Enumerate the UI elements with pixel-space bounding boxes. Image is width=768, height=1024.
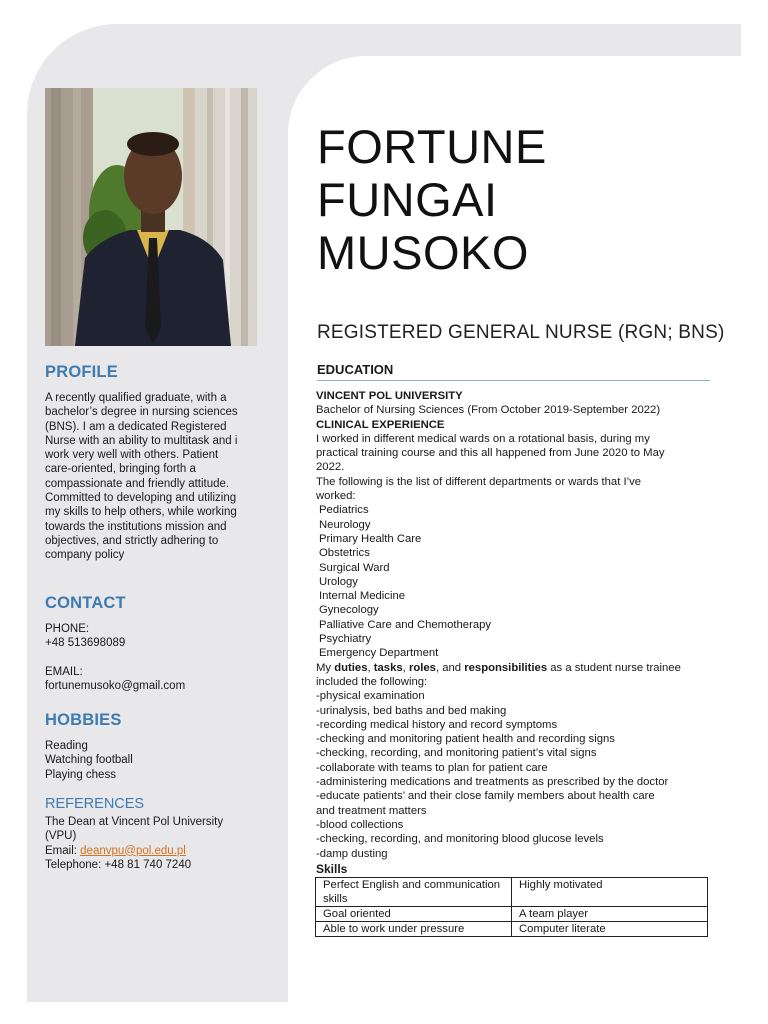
skill-cell: A team player [512,907,708,922]
clinical-line: 2022. [316,461,345,474]
skills-table [315,877,708,937]
reference-email-link[interactable]: deanvpu@pol.edu.pl [80,844,186,857]
duty-item: -recording medical history and record symptoms [316,718,558,731]
profile-line: (BNS). I am a dedicated Registered [45,420,227,433]
duty-item: -checking, recording, and monitoring blood glucose levels [316,833,604,846]
duty-item: -physical examination [316,690,425,703]
duties-bold: roles [408,661,436,674]
school-name: VINCENT POL UNIVERSITY [316,390,463,402]
duties-text: My [316,661,335,674]
profile-line: A recently qualified graduate, with a [45,392,227,404]
department-item: Obstetrics [319,547,370,560]
email-label: EMAIL: [45,665,83,678]
profile-line: Committed to developing and utilizing [45,492,237,505]
name-line: FORTUNE [317,120,547,173]
duty-item: -administering medications and treatments as prescribed by the doctor [316,776,669,789]
profile-heading: PROFILE [45,363,118,381]
reference-line: The Dean at Vincent Pol University [45,816,224,828]
profile-line: compassionate and friendly attitude. [45,477,230,490]
skill-cell: Goal oriented [316,907,512,922]
full-name [317,120,547,279]
duty-item: -urinalysis, bed baths and bed making [316,704,507,717]
education-body [316,389,716,861]
reference-telephone: Telephone: +48 81 740 7240 [45,858,192,871]
duties-bold: duties [334,661,368,674]
department-item: Neurology [319,518,371,531]
table-row [316,922,708,937]
duty-item: -damp dusting [316,847,388,860]
contact-details [45,622,267,693]
duties-bold: responsibilities [464,661,548,674]
references-details [45,815,267,872]
duties-text: , and [435,661,465,674]
clinical-line: practical training course and this all happened from June 2020 to May [316,447,665,460]
department-item: Emergency Department [319,647,439,660]
duty-item: -educate patients’ and their close family members about health care [316,790,655,803]
duty-item: -checking, recording, and monitoring patient’s vital signs [316,747,597,760]
department-item: Internal Medicine [319,590,406,603]
clinical-line: The following is the list of different departments or wards that I’ve [316,475,642,488]
hobby-item: Playing chess [45,768,116,781]
duties-text: , [402,661,409,674]
name-line: FUNGAI [317,173,498,226]
clinical-heading: CLINICAL EXPERIENCE [316,418,445,431]
duty-item: -collaborate with teams to plan for patient care [316,761,548,774]
reference-email-label: Email: [45,844,81,857]
references-heading: REFERENCES [45,796,145,812]
profile-summary [45,391,267,563]
department-item: Gynecology [319,604,379,617]
duty-item: -checking and monitoring patient health and recording signs [316,733,615,746]
department-item: Primary Health Care [319,532,422,545]
department-item: Urology [319,575,358,588]
table-row [316,907,708,922]
profile-line: work very well with others. Patient [45,449,219,462]
section-divider [317,380,710,381]
department-item: Palliative Care and Chemotherapy [319,618,492,631]
email-address: fortunemusoko@gmail.com [45,679,186,692]
profile-line: objectives, and strictly adhering to [45,534,219,547]
skills-heading: Skills [316,862,348,876]
profile-line: my skills to help others, while working [45,506,237,519]
degree: Bachelor of Nursing Sciences (From October 2019-September 2022) [316,404,661,417]
duties-text: , [367,661,374,674]
education-heading: EDUCATION [317,362,394,377]
duty-item: -blood collections [316,818,404,831]
job-title: REGISTERED GENERAL NURSE (RGN; BNS) [317,322,725,343]
hobby-item: Watching football [45,754,133,767]
profile-line: care-oriented, bringing forth a [45,463,196,476]
reference-line: (VPU) [45,830,77,843]
duties-intro [316,661,716,675]
hobby-item: Reading [45,740,88,752]
skill-cell: Perfect English and communication skills [316,878,512,907]
department-item: Surgical Ward [319,561,390,574]
duties-text: as a student nurse trainee [547,661,681,674]
department-item: Pediatrics [319,504,369,517]
contact-heading: CONTACT [45,594,126,612]
profile-photo [45,88,257,346]
profile-line: towards the institutions mission and [45,520,227,533]
duty-item: and treatment matters [316,804,427,817]
department-item: Psychiatry [319,633,372,646]
phone-number: +48 513698089 [45,637,126,650]
table-row [316,878,708,907]
name-line: MUSOKO [317,226,529,279]
phone-label: PHONE: [45,623,90,635]
duties-intro-line: included the following: [316,675,428,688]
hobbies-heading: HOBBIES [45,711,122,729]
duties-bold: tasks [373,661,403,674]
profile-line: company policy [45,549,125,562]
clinical-line: worked: [316,490,356,503]
hobbies-list [45,739,267,782]
profile-line: Nurse with an ability to multitask and i [45,434,238,447]
skill-cell: Highly motivated [512,878,708,907]
clinical-line: I worked in different medical wards on a rotational basis, during my [316,432,650,445]
reference-email-row [45,844,267,858]
skill-cell: Computer literate [512,922,708,937]
skill-cell: Able to work under pressure [316,922,512,937]
profile-line: bachelor’s degree in nursing sciences [45,406,238,419]
